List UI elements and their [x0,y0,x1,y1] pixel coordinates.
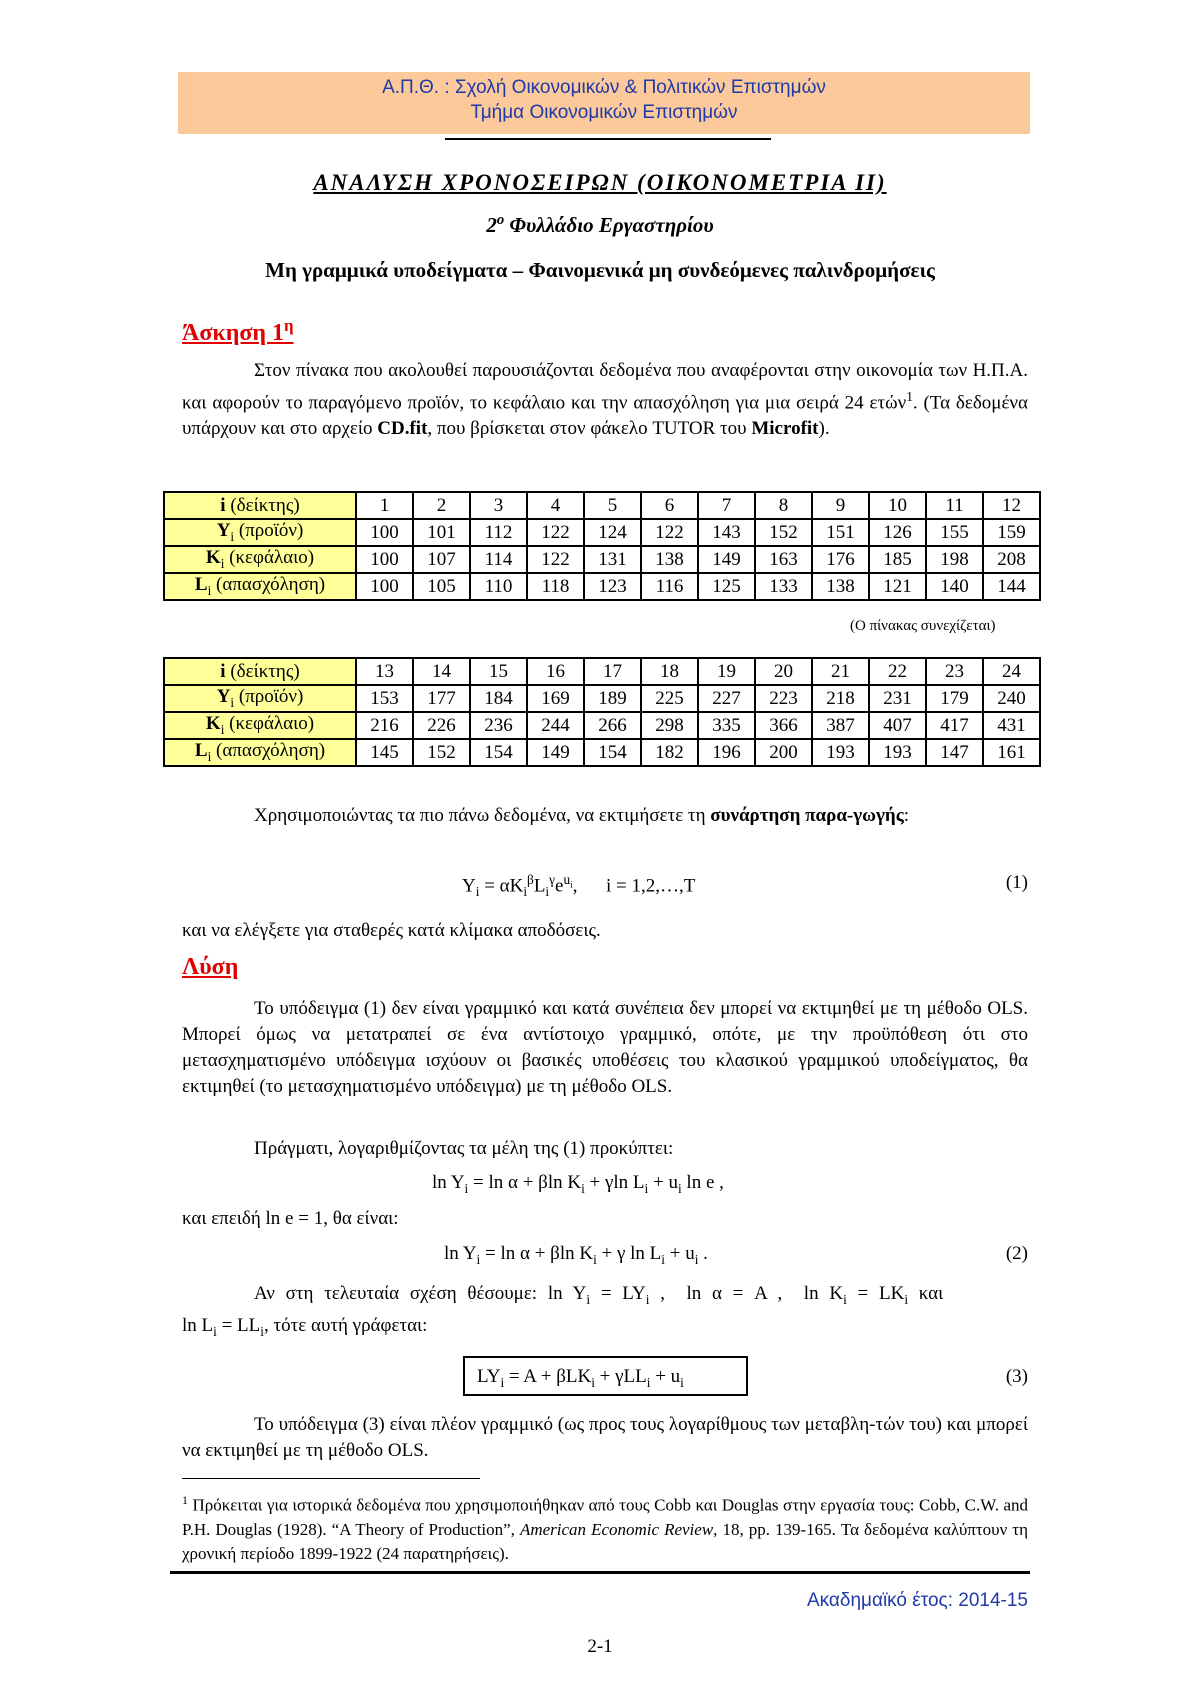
header-banner [178,72,1030,134]
table-cell: 100 [356,519,413,546]
table-row [164,519,1040,546]
table-cell: 144 [983,573,1040,600]
table-cell: 179 [926,685,983,712]
table-cell: 9 [812,492,869,519]
table-cell: 20 [755,658,812,685]
row-label: $Y_i$ (προϊόν) [164,685,356,712]
equation-2-number: (2) [1005,1243,1028,1264]
table-cell: 431 [983,712,1040,739]
table-cell: 266 [584,712,641,739]
table-cell: 10 [869,492,926,519]
table-cell: 107 [413,546,470,573]
table-cell: 121 [869,573,926,600]
table-cell: 4 [527,492,584,519]
table-cell: 8 [755,492,812,519]
table-cell: 126 [869,519,926,546]
table-cell: 16 [527,658,584,685]
table-cell: 138 [812,573,869,600]
table-row [164,712,1040,739]
equation-2: $\ln Y_i = \ln \alpha + \beta\ln$ $K_i + \gamma$ $\ln L_i + u_i$ . [444,1243,708,1267]
subtitle: Μη γραμμικά υποδείγματα – Φαινομενικά μη συνδεόμενες παλινδρομήσεις [265,258,935,282]
row-label: i (δείκτης) [164,658,356,685]
table-row [164,492,1040,519]
table-cell: 124 [584,519,641,546]
table-cell: 140 [926,573,983,600]
academic-year: Ακαδημαϊκό έτος: 2014-15 [806,1590,1028,1611]
substitution-text: Αν στη τελευταία σχέση θέσουμε: $\ln Y_i = LY_i$ , ln α = A , $\ln K_i = LK_i$ και [254,1283,944,1307]
table-cell: 152 [413,739,470,766]
table-cell: 176 [812,546,869,573]
table-cell: 236 [470,712,527,739]
table-cell: 110 [470,573,527,600]
row-label: $K_i$ (κεφάλαιο) [164,546,356,573]
header-divider [445,138,771,140]
table-cell: 17 [584,658,641,685]
footer-divider [170,1571,1030,1574]
equation-3-number: (3) [1005,1366,1028,1387]
table-cell: 154 [470,739,527,766]
table-cell: 1 [356,492,413,519]
table-cell: 15 [470,658,527,685]
table-cell: 24 [983,658,1040,685]
table-cell: 149 [698,546,755,573]
table-cell: 155 [926,519,983,546]
table-cell: 153 [356,685,413,712]
table-row [164,573,1040,600]
table-cell: 159 [983,519,1040,546]
table-cell: 200 [755,739,812,766]
table-cell: 125 [698,573,755,600]
main-title: ΑΝΑΛΥΣΗ ΧΡΟΝΟΣΕΙΡΩΝ (ΟΙΚΟΝΟΜΕΤΡΙΑ ΙΙ) [313,170,887,195]
department-line: Τμήμα Οικονομικών Επιστημών [470,102,738,123]
table-cell: 131 [584,546,641,573]
equation-3-box: $LY_i = A + \beta LK_i + \gamma LL_i + u_i$ [463,1356,748,1396]
footnote: $^1$ Πρόκειται για ιστορικά δεδομένα που χρησιμοποιήθηκαν από τους Cobb και Douglas στην εργασία τους: Cobb, C.W. and P.H. Douglas (1928). “A Theory of Production”, American Economic Review, 18, pp. 139-165. Τα δεδομένα καλύπτουν τη χρονική περίοδο 1899-1922 (24 παρατηρήσεις). [182,1493,1029,1563]
table-cell: 138 [641,546,698,573]
table-cell: 6 [641,492,698,519]
table-cell: 169 [527,685,584,712]
equation-1-number: (1) [1005,872,1028,893]
table-cell: 18 [641,658,698,685]
table-cell: 23 [926,658,983,685]
table-cell: 298 [641,712,698,739]
equation-1: $Y_i = \alpha K_i^\beta L_i^\gamma e^{u_i}$, i = 1,2,…,T [462,872,696,900]
table-cell: 216 [356,712,413,739]
table-cell: 177 [413,685,470,712]
table-cell: 208 [983,546,1040,573]
table-cell: 149 [527,739,584,766]
table-cell: 196 [698,739,755,766]
table-cell: 163 [755,546,812,573]
table-cell: 223 [755,685,812,712]
table-cell: 226 [413,712,470,739]
table-row [164,685,1040,712]
table-cell: 240 [983,685,1040,712]
exercise-intro: Στον πίνακα που ακολουθεί παρουσιάζονται δεδομένα που αναφέρονται στην οικονομία των Η.Π.Α. και αφορούν το παραγόμενο προϊόν, το κεφάλαιο και την απασχόληση για μια σειρά 24 ετών$^1$. (Τα δεδομένα υπάρχουν και στο αρχείο CD.fit, που βρίσκεται στον φάκελο TUTOR του Microfit). [182,360,1028,440]
table-cell: 100 [356,546,413,573]
footnote-divider [182,1478,480,1479]
log-equation: $\ln Y_i = \ln \alpha + \beta\ln$ $K_i + \gamma\ln$ $L_i + u_i$ ln e , [432,1172,724,1196]
table-cell: 105 [413,573,470,600]
table-cell: 154 [584,739,641,766]
table-cell: 387 [812,712,869,739]
table-cell: 114 [470,546,527,573]
table-cell: 198 [926,546,983,573]
table-cell: 3 [470,492,527,519]
task-text: Χρησιμοποιώντας τα πιο πάνω δεδομένα, να εκτιμήσετε τη συνάρτηση παρα-γωγής: [254,805,910,826]
table-cell: 14 [413,658,470,685]
table-cell: 21 [812,658,869,685]
solution-heading: Λύση [182,954,239,980]
table-cell: 184 [470,685,527,712]
table-cell: 12 [983,492,1040,519]
table-cell: 193 [812,739,869,766]
solution-paragraph-5: Το υπόδειγμα (3) είναι πλέον γραμμικό (ως προς τους λογαρίθμους των μεταβλη-τών του) και μπορεί να εκτιμηθεί με τη μέθοδο OLS. [182,1414,1028,1461]
table-cell: 100 [356,573,413,600]
table-cell: 185 [869,546,926,573]
row-label: $L_i$ (απασχόληση) [164,573,356,600]
table-cell: 133 [755,573,812,600]
table-cell: 19 [698,658,755,685]
table-cell: 118 [527,573,584,600]
table-cell: 122 [641,519,698,546]
data-table-1 [163,491,1041,601]
page-number: 2-1 [587,1636,613,1657]
table-cell: 231 [869,685,926,712]
table-cell: 122 [527,546,584,573]
table-cell: 161 [983,739,1040,766]
table-cell: 407 [869,712,926,739]
table-cell: 22 [869,658,926,685]
table-cell: 182 [641,739,698,766]
table-cell: 112 [470,519,527,546]
table-cell: 244 [527,712,584,739]
table-cell: 7 [698,492,755,519]
since-line: και επειδή ln e = 1, θα είναι: [182,1208,399,1229]
table-cell: 335 [698,712,755,739]
table-cell: 417 [926,712,983,739]
row-label: $Y_i$ (προϊόν) [164,519,356,546]
table-cell: 152 [755,519,812,546]
table-cell: 189 [584,685,641,712]
table-row [164,658,1040,685]
solution-paragraph-1: Το υπόδειγμα (1) δεν είναι γραμμικό και κατά συνέπεια δεν μπορεί να εκτιμηθεί με τη μέθοδο OLS. Μπορεί όμως να μετατραπεί σε ένα αντίστοιχο γραμμικό, οπότε, με την προϋπόθεση ότι στο μετασχηματισμένο υπόδειγμα ισχύουν οι βασικές υποθέσεις του κλασικού γραμμικού υποδείγματος, θα εκτιμηθεί (το μετασχηματισμένο υπόδειγμα) με τη μέθοδο OLS. [182,998,1028,1097]
table-cell: 145 [356,739,413,766]
table-cell: 227 [698,685,755,712]
solution-paragraph-2: Πράγματι, λογαριθμίζοντας τα μέλη της (1) προκύπτει: [254,1138,674,1159]
booklet-title: $2^o$ Φυλλάδιο Εργαστηρίου [486,212,714,237]
table-cell: 123 [584,573,641,600]
table-cell: 147 [926,739,983,766]
data-table-2 [163,657,1041,767]
table-cell: 2 [413,492,470,519]
table-cell: 11 [926,492,983,519]
table-cell: 151 [812,519,869,546]
table-cell: 101 [413,519,470,546]
table-cell: 5 [584,492,641,519]
table-continues-note: (Ο πίνακας συνεχίζεται) [850,618,996,634]
table-cell: 225 [641,685,698,712]
task-after: και να ελέγξετε για σταθερές κατά κλίμακα αποδόσεις. [182,920,601,941]
table-cell: 143 [698,519,755,546]
university-line: Α.Π.Θ. : Σχολή Οικονομικών & Πολιτικών Επιστημών [382,77,826,98]
table-cell: 122 [527,519,584,546]
table-row [164,546,1040,573]
table-cell: 193 [869,739,926,766]
table-cell: 13 [356,658,413,685]
row-label: $K_i$ (κεφάλαιο) [164,712,356,739]
row-label: i (δείκτης) [164,492,356,519]
row-label: $L_i$ (απασχόληση) [164,739,356,766]
substitution-text-2: $\ln L_i = LL_i$, τότε αυτή γράφεται: [182,1315,428,1339]
table-cell: 116 [641,573,698,600]
table-cell: 366 [755,712,812,739]
table-cell: 218 [812,685,869,712]
exercise-heading: Άσκηση $1^\eta$ [182,316,294,346]
table-row [164,739,1040,766]
